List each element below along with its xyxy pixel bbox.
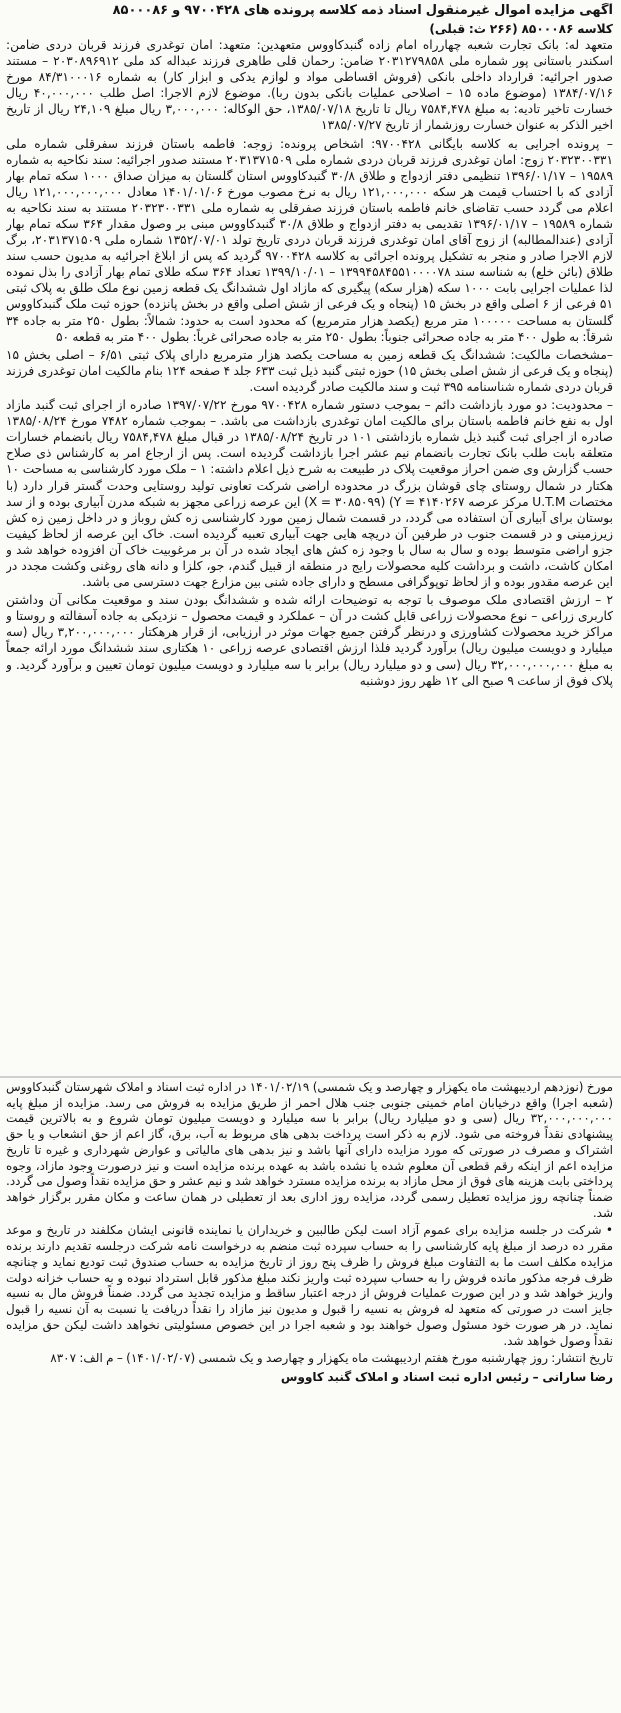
signature-line: رضا سارانی – رئیس اداره ثبت اسناد و املاک گنبد کاووس bbox=[280, 1369, 613, 1384]
column-divider bbox=[0, 1076, 621, 1078]
ownership-paragraph: –مشخصات مالکیت: ششدانگ یک قطعه زمین به مساحت یکصد هزار مترمربع دارای پلاک ثبتی ۶/۵۱ – اصلی بخش ۱۵ (پنجاه و یک فرعی از شش اصلی بخش ۱۵) حوزه ثبتی گنبد ذیل ثبت ۶۳۳ جلد ۴ صفحه ۱۲۴ بنام مالکیت امان توغدری فرزند قربان دردی شماره شناسنامه ۳۹۵ ثبت و سند مالکیت صادر گردیده است. bbox=[6, 347, 613, 394]
case-reference: کلاسه ۸۵۰۰۰۸۶ (۲۶۶ ث: قبلی) bbox=[429, 21, 613, 36]
restriction-paragraph: – محدودیت: دو مورد بازداشت دائم – بموجب دستور شماره ۹۷۰۰۴۲۸ مورخ ۱۳۹۷/۰۷/۲۲ صادره از اجرای ثبت گنبد مازاد اول به نفع خانم فاطمه باستان برای مالکیت امان توغدری بازداشت می باشد. – بموجب شماره ۷۴۸۲ مورخ ۱۳۸۵/۰۸/۲۴ صادره از اجرای ثبت گنبد ذیل شماره بازداشتی ۱۰۱ در تاریخ ۱۳۸۵/۰۸/۲۴ در قبال مبلغ ۷۵۸۴,۴۷۸ ریال بانضمام خسارات متعلقه بابت طلب بانک تجارت بانضمام نیم عشر اجرا بازداشت گردیده است. پس از ارجاع امر به کارشناس ذی صلاح حسب گزارش وی ضمن احراز موقعیت پلاک در طبیعت به شرح ذیل اعلام داشته: ۱ – ملک مورد کارشناسی به مساحت ۱۰ هکتار در شمال روستای چای قوشان بزرگ در محدوده اراضی شرکت تعاونی تولید روستایی وحدت گستر قرار دارد (با مختصات U.T.M مرکز عرصه ۴۱۴۰۲۶۷ = Y) (X = ۳۰۸۵۰۹۹) این عرصه زراعی مجهز به شبکه مدرن آبیاری بوده و از سد بوستان برای آبیاری آن استفاده می گردد، در قسمت شمال زمین مورد کارشناسی زه کش روباز و در داخل زمین زه کش زیرزمینی و در قسمت جنوب در طرفین آن دریچه هایی جهت آبیاری تعبیه گردیده است. خاک این عرصه از لحاظ کیفیت جزو اراضی متوسط بوده و سال به سال با وجود زه کش های ایجاد شده در آن بر مرغوبیت خاک آن افزوده خواهد شد و امکان کاشت، داشت و برداشت کلیه محصولات رایج در منطقه از قبیل گندم، جو، کلزا و دانه های روغنی وکشت مجدد در این عرصه مقدور بوده و از لحاظ توپوگرافی مسطح و دارای جاده شنی بین مزارع جهت دسترسی می باشد. bbox=[6, 398, 613, 590]
case-file-paragraph: – پرونده اجرایی به کلاسه بایگانی ۹۷۰۰۴۲۸: اشخاص پرونده: زوجه: فاطمه باستان فرزند سفرقلی شماره ملی ۲۰۳۲۳۰۰۳۳۱ زوج: امان توغدری فرزند قربان دردی شماره ملی ۲۰۳۱۳۷۱۵۰۹ مستند صدور اجرائیه: سند نکاحیه به شماره ۱۹۵۸۹ – ۱۳۹۶/۰۱/۱۷ تنظیمی دفتر ازدواج و طلاق ۳۰/۸ گنبدکاووس استان گلستان به میزان صداق ۱۰۰۰ سکه تمام بهار آزادی که با احتساب قیمت هر سکه ۱۲۱,۰۰۰,۰۰۰ ریال به نرخ مصوب مورخ ۱۴۰۱/۰۱/۰۶ معادل ۱۲۱,۰۰۰,۰۰۰,۰۰۰ ریال اعلام می گردد حسب تقاضای خانم فاطمه باستان فرزند صفرقلی به شماره ملی ۲۰۳۲۳۰۰۳۳۱ مستند به سند نکاحیه به شماره ۱۹۵۸۹ – ۱۳۹۶/۰۱/۱۷ تقدیمی به دفتر ازدواج و طلاق ۳۰/۸ گنبدکاووس مبنی بر وصول مقدار ۳۶۴ سکه تمام بهار آزادی (عندالمطالبه) از زوج آقای امان توغدری فرزند قربان دردی تاریخ تولد ۱۳۵۲/۰۷/۰۱ شماره ملی ۲۰۳۱۳۷۱۵۰۹، برگ لازم الاجرا صادر و منجر به تشکیل پرونده اجرائی به کلاسه ۹۷۰۰۴۲۸ گردید که پس از ابلاغ اجرائیه به مدیون حسب سند طلاق (بائن خلع) به شناسه سند ۱۳۹۹۴۵۸۴۵۵۱۰۰۰۰۷۸ – ۱۳۹۹/۱۰/۰۱ تعداد ۳۶۴ سکه طلای تمام بهار آزادی را بذل نموده لذا عملیات اجرایی بابت ۱۰۰۰ سکه (هزار سکه) پیگیری که مازاد اول ششدانگ یک قطعه زمین نوع ملک طلق به پلاک ثبتی ۵۱ فرعی از ۶ اصلی واقع در بخش ۱۵ (پنجاه و یک فرعی از شش اصلی واقع در بخش پانزده) حوزه ثبت ملک گنبدکاووس گلستان به مساحت ۱۰۰۰۰۰ متر مربع (یکصد هزار مترمربع) که محدود است به حدود: شمالاً: بطول ۲۵۰ متر به جاده ۳۴ شرقاً: به طول ۴۰۰ متر به جاده صحرائی جنوباً: بطول ۲۵۰ متر به جاده صحرائی غرباً: بطول ۴۰۰ متر به قطعه ۵۰ bbox=[6, 136, 613, 344]
publication-date-paragraph: تاریخ انتشار: روز چهارشنبه مورخ هفتم اردیبهشت ماه یکهزار و چهارصد و یک شمسی (۱۴۰۱/۰۲/۰۷) – م الف: ۸۳۰۷ bbox=[50, 1351, 613, 1366]
notice-lower-column bbox=[6, 1080, 613, 1708]
participation-paragraph: • شرکت در جلسه مزایده برای عموم آزاد است لیکن طالبین و خریداران یا نماینده قانونی ایشان مکلفند در تاریخ و موعد مقرر ده درصد از مبلغ پایه کارشناسی را به حساب سپرده ثبت منضم به درخواست نامه شرکت درجلسه تقدیم دارند برنده مزایده مکلف است ما به التفاوت مبلغ فروش را ظرف پنج روز از تاریخ مزایده به حساب صندوق ثبت تودیع نماید و چنانچه ظرف فرجه مذکور مانده فروش را به حساب سپرده ثبت واریز نکند مبلغ مذکور قابل استرداد نبوده و به حساب خزانه دولت واریز خواهد شد و در این صورت عملیات فروش از درجه اعتبار ساقط و مزایده تجدید می گردد. ضمناً فروش مال به نسیه جایز است در صورتی که متعهد له فروش به نسیه را قبول و مدیون نیز مازاد را نقداً دریافت یا نسبت به آن نسیه را قبول نماید. در هر صورت خود مسئول وصول خواهند بود و شعبه اجرا در این خصوص مسئولیتی نخواهد داشت لیکن حق مزایده نقداً وصول خواهد شد. bbox=[6, 1223, 613, 1348]
parties-paragraph: متعهد له: بانک تجارت شعبه چهارراه امام زاده گنبدکاووس متعهدین: متعهد: امان توغدری فرزند قربان دردی ضامن: اسکندر باستانی پور شماره ملی ۲۰۳۱۲۷۹۸۵۸ ضامن: رحمان قلی طاهری فرزند عبداله کد ملی ۲۰۳۰۸۹۶۹۱۲ – مستند صدور اجرائیه: قرارداد داخلی بانکی (فروش اقساطی مواد و لوازم یدکی و ابزار کار) به شماره ۸۴/۳۱۰۰۰۱۶ مورخ ۱۳۸۴/۰۷/۱۶ (موضوع ماده ۱۵ – اصلاحی عملیات بانکی بدون ربا). موضوع لازم الاجرا: اصل طلب ۴۰,۰۰۰,۰۰۰ ریال خسارت تاخیر تادیه: به مبلغ ۷۵۸۴,۴۷۸ ریال تا تاریخ ۱۳۸۵/۰۷/۱۸، حق الوکاله: ۳,۰۰۰,۰۰۰ ریال مبلغ ۲۴,۱۰۹ ریال از تاریخ اخیر الذکر به عنوان خسارت روزشمار از تاریخ ۱۳۸۵/۰۷/۲۷ bbox=[6, 37, 613, 133]
valuation-paragraph: ۲ – ارزش اقتصادی ملک موصوف با توجه به توضیحات ارائه شده و ششدانگ بودن سند و موقعیت مکانی آن وداشتن کاربری زراعی – نوع محصولات زراعی قابل کشت در آن – عملکرد و قیمت محصول – نزدیکی به جاده آسفالته و روستا و مراکز خرید محصولات کشاورزی و درنظر گرفتن جمیع جهات موثر در ارزیابی، از قرار هرهکتار ۳,۲۰۰,۰۰۰,۰۰۰ ریال (سه میلیارد و دویست میلیون ریال) برآورد گردید فلذا ارزش اقتصادی عرصه زراعی ۱۰ هکتاری سند ششدانگ مورد ارائه جمعاً به مبلغ ۳۲,۰۰۰,۰۰۰,۰۰۰ ریال (سی و دو میلیارد ریال) برابر با سه میلیارد و دویست میلیون تومان تعیین و برآورد گردید. و پلاک فوق از ساعت ۹ صبح الی ۱۲ ظهر روز دوشنبه bbox=[6, 593, 613, 688]
notice-upper-column bbox=[6, 3, 613, 1076]
auction-date-paragraph: مورخ (نوزدهم اردیبهشت ماه یکهزار و چهارصد و یک شمسی) ۱۴۰۱/۰۲/۱۹ در اداره ثبت اسناد و املاک شهرستان گنبدکاووس (شعبه اجرا) واقع درخیابان امام خمینی جنوبی جنب هلال احمر از طریق مزایده به فروش می رسد. مزایده از مبلغ پایه ۳۲,۰۰۰,۰۰۰,۰۰۰ ریال (سی و دو میلیارد ریال) برابر با سه میلیارد و دویست میلیون تومان شروع و به بالاترین قیمت پیشنهادی نقداً فروخته می شود. لازم به ذکر است پرداخت بدهی های مربوط به آب، برق، گاز اعم از حق انشعاب و یا حق اشتراک و مصرف در صورتی که مورد مزایده دارای آنها باشد و نیز بدهی های مالیاتی و عوارض شهرداری و غیره تا تاریخ مزایده اعم از اینکه رقم قطعی آن معلوم شده یا نشده باشد به عهده برنده مزایده است و نیز درصورت وجود مازاد، وجوه پرداختی بابت هزینه های فوق از محل مازاد به برنده مزایده مسترد خواهد شد و نیم عشر و حق مزایده نقداً وصول می گردد. ضمناً چنانچه روز مزایده تعطیل رسمی گردد، مزایده روز اداری بعد از تعطیلی در همان ساعت و مکان مقرر برگزار خواهد شد. bbox=[6, 1080, 613, 1220]
notice-title: آگهی مزایده اموال غیرمنقول اسناد ذمه کلاسه پرونده های ۹۷۰۰۴۲۸ و ۸۵۰۰۰۸۶ bbox=[112, 3, 613, 18]
